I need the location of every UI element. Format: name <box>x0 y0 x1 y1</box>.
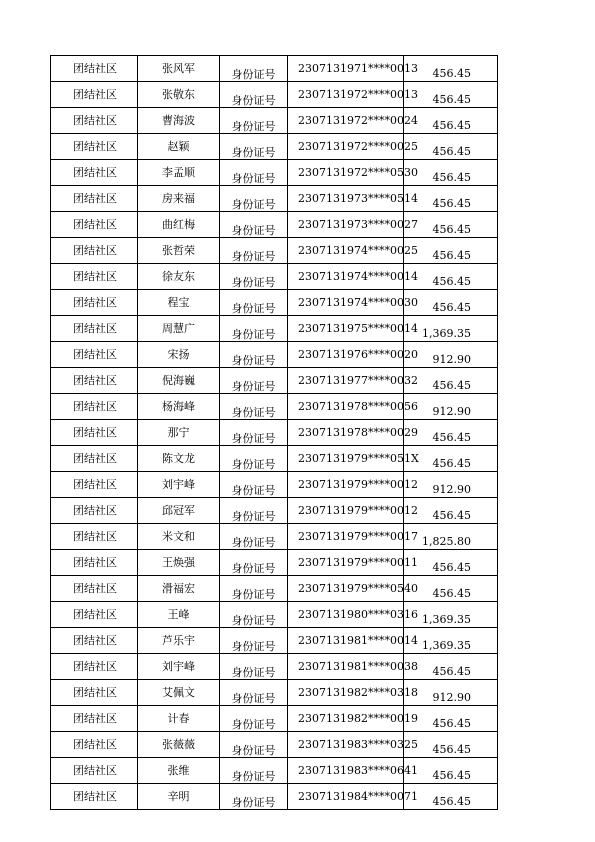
amount-cell: 912.90 <box>404 472 498 498</box>
table-row <box>51 212 498 238</box>
amount-cell: 456.45 <box>404 784 498 810</box>
table-row <box>51 472 498 498</box>
amount-cell: 456.45 <box>404 238 498 264</box>
table-row <box>51 602 498 628</box>
id-type-cell: 身份证号 <box>220 628 288 654</box>
table-row <box>51 732 498 758</box>
community-cell: 团结社区 <box>51 316 138 342</box>
community-cell: 团结社区 <box>51 680 138 706</box>
id-number-cell: 2307131981****0038 <box>288 654 404 680</box>
community-cell: 团结社区 <box>51 238 138 264</box>
roster-body <box>51 56 498 810</box>
table-row <box>51 784 498 810</box>
amount-cell: 456.45 <box>404 264 498 290</box>
table-row <box>51 82 498 108</box>
community-cell: 团结社区 <box>51 186 138 212</box>
id-type-cell: 身份证号 <box>220 290 288 316</box>
community-cell: 团结社区 <box>51 654 138 680</box>
name-cell: 艾佩文 <box>138 680 220 706</box>
community-cell: 团结社区 <box>51 82 138 108</box>
community-cell: 团结社区 <box>51 524 138 550</box>
table-row <box>51 186 498 212</box>
id-type-cell: 身份证号 <box>220 342 288 368</box>
id-number-cell: 2307131974****0025 <box>288 238 404 264</box>
table-row <box>51 550 498 576</box>
id-number-cell: 2307131983****0325 <box>288 732 404 758</box>
subsidy-roster-table <box>50 55 498 810</box>
name-cell: 赵颖 <box>138 134 220 160</box>
name-cell: 刘宇峰 <box>138 654 220 680</box>
id-type-cell: 身份证号 <box>220 82 288 108</box>
table-row <box>51 576 498 602</box>
name-cell: 程宝 <box>138 290 220 316</box>
table-row <box>51 264 498 290</box>
id-number-cell: 2307131978****0056 <box>288 394 404 420</box>
amount-cell: 1,369.35 <box>404 602 498 628</box>
id-type-cell: 身份证号 <box>220 212 288 238</box>
amount-cell: 456.45 <box>404 368 498 394</box>
id-number-cell: 2307131979****0017 <box>288 524 404 550</box>
id-number-cell: 2307131976****0020 <box>288 342 404 368</box>
id-type-cell: 身份证号 <box>220 186 288 212</box>
id-type-cell: 身份证号 <box>220 420 288 446</box>
id-number-cell: 2307131973****0514 <box>288 186 404 212</box>
id-type-cell: 身份证号 <box>220 732 288 758</box>
table-row <box>51 316 498 342</box>
id-type-cell: 身份证号 <box>220 446 288 472</box>
community-cell: 团结社区 <box>51 602 138 628</box>
name-cell: 芦乐宇 <box>138 628 220 654</box>
community-cell: 团结社区 <box>51 368 138 394</box>
amount-cell: 456.45 <box>404 56 498 82</box>
amount-cell: 456.45 <box>404 758 498 784</box>
id-number-cell: 2307131974****0014 <box>288 264 404 290</box>
community-cell: 团结社区 <box>51 56 138 82</box>
amount-cell: 1,825.80 <box>404 524 498 550</box>
id-number-cell: 2307131974****0030 <box>288 290 404 316</box>
id-type-cell: 身份证号 <box>220 784 288 810</box>
table-row <box>51 56 498 82</box>
table-row <box>51 290 498 316</box>
amount-cell: 456.45 <box>404 108 498 134</box>
community-cell: 团结社区 <box>51 212 138 238</box>
id-number-cell: 2307131979****051X <box>288 446 404 472</box>
community-cell: 团结社区 <box>51 732 138 758</box>
amount-cell: 456.45 <box>404 134 498 160</box>
community-cell: 团结社区 <box>51 342 138 368</box>
table-row <box>51 134 498 160</box>
id-type-cell: 身份证号 <box>220 602 288 628</box>
name-cell: 张哲荣 <box>138 238 220 264</box>
name-cell: 那宁 <box>138 420 220 446</box>
name-cell: 辛明 <box>138 784 220 810</box>
name-cell: 王焕强 <box>138 550 220 576</box>
name-cell: 米文和 <box>138 524 220 550</box>
id-number-cell: 2307131972****0025 <box>288 134 404 160</box>
id-number-cell: 2307131982****0318 <box>288 680 404 706</box>
id-type-cell: 身份证号 <box>220 706 288 732</box>
id-type-cell: 身份证号 <box>220 56 288 82</box>
community-cell: 团结社区 <box>51 160 138 186</box>
name-cell: 宋扬 <box>138 342 220 368</box>
id-type-cell: 身份证号 <box>220 368 288 394</box>
amount-cell: 912.90 <box>404 394 498 420</box>
id-type-cell: 身份证号 <box>220 264 288 290</box>
id-type-cell: 身份证号 <box>220 550 288 576</box>
community-cell: 团结社区 <box>51 706 138 732</box>
community-cell: 团结社区 <box>51 758 138 784</box>
amount-cell: 456.45 <box>404 706 498 732</box>
table-row <box>51 342 498 368</box>
name-cell: 张风军 <box>138 56 220 82</box>
name-cell: 曹海波 <box>138 108 220 134</box>
id-number-cell: 2307131979****0012 <box>288 472 404 498</box>
id-number-cell: 2307131982****0019 <box>288 706 404 732</box>
community-cell: 团结社区 <box>51 550 138 576</box>
table-row <box>51 706 498 732</box>
name-cell: 滑福宏 <box>138 576 220 602</box>
id-type-cell: 身份证号 <box>220 472 288 498</box>
id-type-cell: 身份证号 <box>220 758 288 784</box>
id-number-cell: 2307131983****0641 <box>288 758 404 784</box>
id-type-cell: 身份证号 <box>220 160 288 186</box>
amount-cell: 456.45 <box>404 654 498 680</box>
name-cell: 张维 <box>138 758 220 784</box>
table-row <box>51 446 498 472</box>
id-type-cell: 身份证号 <box>220 134 288 160</box>
table-row <box>51 628 498 654</box>
id-type-cell: 身份证号 <box>220 108 288 134</box>
name-cell: 倪海巍 <box>138 368 220 394</box>
amount-cell: 456.45 <box>404 576 498 602</box>
table-row <box>51 238 498 264</box>
id-type-cell: 身份证号 <box>220 316 288 342</box>
table-row <box>51 758 498 784</box>
community-cell: 团结社区 <box>51 264 138 290</box>
name-cell: 陈文龙 <box>138 446 220 472</box>
amount-cell: 456.45 <box>404 446 498 472</box>
table-row <box>51 368 498 394</box>
id-number-cell: 2307131979****0011 <box>288 550 404 576</box>
id-number-cell: 2307131972****0024 <box>288 108 404 134</box>
id-number-cell: 2307131984****0071 <box>288 784 404 810</box>
name-cell: 杨海峰 <box>138 394 220 420</box>
name-cell: 曲红梅 <box>138 212 220 238</box>
community-cell: 团结社区 <box>51 472 138 498</box>
table-row <box>51 524 498 550</box>
id-number-cell: 2307131972****0013 <box>288 82 404 108</box>
table-row <box>51 680 498 706</box>
table-row <box>51 420 498 446</box>
name-cell: 刘宇峰 <box>138 472 220 498</box>
id-type-cell: 身份证号 <box>220 238 288 264</box>
name-cell: 周慧广 <box>138 316 220 342</box>
name-cell: 计春 <box>138 706 220 732</box>
name-cell: 徐友东 <box>138 264 220 290</box>
table-row <box>51 394 498 420</box>
amount-cell: 912.90 <box>404 680 498 706</box>
amount-cell: 912.90 <box>404 342 498 368</box>
community-cell: 团结社区 <box>51 394 138 420</box>
amount-cell: 1,369.35 <box>404 316 498 342</box>
amount-cell: 456.45 <box>404 732 498 758</box>
id-type-cell: 身份证号 <box>220 394 288 420</box>
amount-cell: 456.45 <box>404 498 498 524</box>
amount-cell: 456.45 <box>404 290 498 316</box>
id-number-cell: 2307131977****0032 <box>288 368 404 394</box>
id-number-cell: 2307131972****0530 <box>288 160 404 186</box>
community-cell: 团结社区 <box>51 134 138 160</box>
id-number-cell: 2307131979****0540 <box>288 576 404 602</box>
name-cell: 张薇薇 <box>138 732 220 758</box>
table-row <box>51 108 498 134</box>
amount-cell: 456.45 <box>404 186 498 212</box>
amount-cell: 456.45 <box>404 420 498 446</box>
id-type-cell: 身份证号 <box>220 576 288 602</box>
id-type-cell: 身份证号 <box>220 680 288 706</box>
amount-cell: 456.45 <box>404 82 498 108</box>
name-cell: 张敬东 <box>138 82 220 108</box>
id-number-cell: 2307131973****0027 <box>288 212 404 238</box>
id-number-cell: 2307131981****0014 <box>288 628 404 654</box>
name-cell: 邱冠军 <box>138 498 220 524</box>
community-cell: 团结社区 <box>51 498 138 524</box>
community-cell: 团结社区 <box>51 784 138 810</box>
name-cell: 王峰 <box>138 602 220 628</box>
id-type-cell: 身份证号 <box>220 654 288 680</box>
community-cell: 团结社区 <box>51 446 138 472</box>
amount-cell: 1,369.35 <box>404 628 498 654</box>
name-cell: 房来福 <box>138 186 220 212</box>
amount-cell: 456.45 <box>404 212 498 238</box>
id-type-cell: 身份证号 <box>220 524 288 550</box>
table-row <box>51 654 498 680</box>
id-number-cell: 2307131978****0029 <box>288 420 404 446</box>
amount-cell: 456.45 <box>404 550 498 576</box>
id-number-cell: 2307131980****0316 <box>288 602 404 628</box>
community-cell: 团结社区 <box>51 628 138 654</box>
id-number-cell: 2307131971****0013 <box>288 56 404 82</box>
community-cell: 团结社区 <box>51 576 138 602</box>
community-cell: 团结社区 <box>51 290 138 316</box>
id-number-cell: 2307131979****0012 <box>288 498 404 524</box>
amount-cell: 456.45 <box>404 160 498 186</box>
id-number-cell: 2307131975****0014 <box>288 316 404 342</box>
id-type-cell: 身份证号 <box>220 498 288 524</box>
community-cell: 团结社区 <box>51 420 138 446</box>
table-row <box>51 160 498 186</box>
community-cell: 团结社区 <box>51 108 138 134</box>
name-cell: 李孟顺 <box>138 160 220 186</box>
table-row <box>51 498 498 524</box>
